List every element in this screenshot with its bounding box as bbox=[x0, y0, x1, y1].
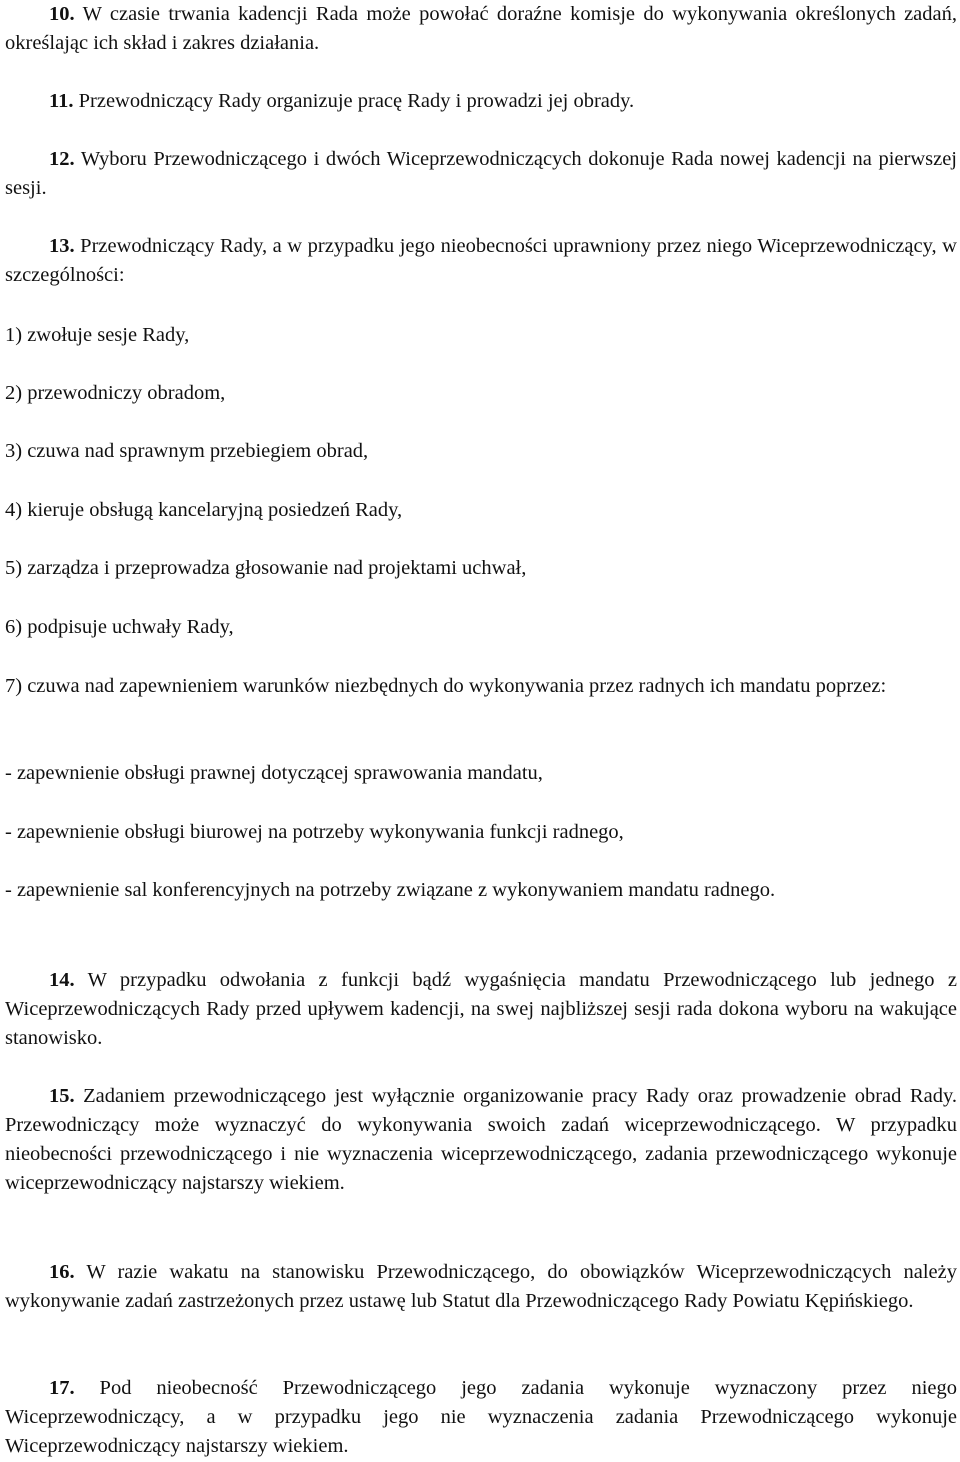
paragraph-12 bbox=[5, 145, 957, 203]
paragraph-number: 13. bbox=[49, 235, 75, 257]
paragraph-10 bbox=[5, 0, 957, 58]
paragraph-text: Przewodniczący Rady organizuje pracę Rady i prowadzi jej obrady. bbox=[73, 90, 635, 112]
sublist-item: - zapewnienie sal konferencyjnych na potrzeby związane z wykonywaniem mandatu radnego. bbox=[5, 879, 776, 901]
paragraph-14 bbox=[5, 966, 957, 1053]
paragraph-number: 16. bbox=[49, 1261, 75, 1283]
paragraph-number: 11. bbox=[49, 90, 74, 112]
paragraph-text: Zadaniem przewodniczącego jest wyłącznie organizowanie pracy Rady oraz prowadzenie obrad Rady. Przewodniczący może wyznaczyć do wykonywania swoich zadań wiceprzewodniczącego. W przypadku nieobecności przewodniczącego i nie wyznaczenia wiceprzewodniczącego, zadania przewodniczącego wykonuje wiceprzewodniczący najstarszy wiekiem. bbox=[5, 1085, 957, 1194]
list-item: 3) czuwa nad sprawnym przebiegiem obrad, bbox=[5, 440, 369, 462]
paragraph-13 bbox=[5, 232, 957, 290]
paragraph-11 bbox=[5, 87, 957, 116]
paragraph-number: 12. bbox=[49, 148, 75, 170]
sublist-item: - zapewnienie obsługi prawnej dotyczącej sprawowania mandatu, bbox=[5, 762, 543, 784]
paragraph-text: Przewodniczący Rady, a w przypadku jego nieobecności uprawniony przez niego Wiceprzewodniczący, w szczególności: bbox=[5, 235, 957, 286]
list-item: 1) zwołuje sesje Rady, bbox=[5, 324, 190, 346]
list-item: 5) zarządza i przeprowadza głosowanie nad projektami uchwał, bbox=[5, 557, 527, 579]
sublist-item: - zapewnienie obsługi biurowej na potrzeby wykonywania funkcji radnego, bbox=[5, 821, 624, 843]
paragraph-text: W przypadku odwołania z funkcji bądź wygaśnięcia mandatu Przewodniczącego lub jednego z Wiceprzewodniczących Rady przed upływem kadencji, na swej najbliższej sesji rada dokona wyboru na wakujące stanowisko. bbox=[5, 969, 957, 1049]
list-item: 4) kieruje obsługą kancelaryjną posiedzeń Rady, bbox=[5, 499, 403, 521]
paragraph-text: W razie wakatu na stanowisku Przewodniczącego, do obowiązków Wiceprzewodniczących należy wykonywanie zadań zastrzeżonych przez ustawę lub Statut dla Przewodniczącego Rady Powiatu Kępińskiego. bbox=[5, 1261, 957, 1312]
paragraph-text: W czasie trwania kadencji Rada może powołać doraźne komisje do wykonywania określonych zadań, określając ich skład i zakres działania. bbox=[5, 3, 957, 54]
paragraph-text: Wyboru Przewodniczącego i dwóch Wiceprzewodniczących dokonuje Rada nowej kadencji na pierwszej sesji. bbox=[5, 148, 957, 199]
paragraph-16 bbox=[5, 1258, 957, 1316]
paragraph-number: 15. bbox=[49, 1085, 75, 1107]
paragraph-number: 17. bbox=[49, 1377, 75, 1399]
paragraph-text: Pod nieobecność Przewodniczącego jego zadania wykonuje wyznaczony przez niego Wiceprzewodniczący, a w przypadku jego nie wyznaczenia zadania Przewodniczącego wykonuje Wiceprzewodniczący najstarszy wiekiem. bbox=[5, 1377, 957, 1457]
paragraph-number: 14. bbox=[49, 969, 75, 991]
paragraph-17 bbox=[5, 1374, 957, 1461]
paragraph-number: 10. bbox=[49, 3, 75, 25]
list-item: 6) podpisuje uchwały Rady, bbox=[5, 616, 234, 638]
list-item: 7) czuwa nad zapewnieniem warunków niezbędnych do wykonywania przez radnych ich mandatu poprzez: bbox=[5, 675, 887, 697]
paragraph-15 bbox=[5, 1082, 957, 1198]
list-item: 2) przewodniczy obradom, bbox=[5, 382, 226, 404]
